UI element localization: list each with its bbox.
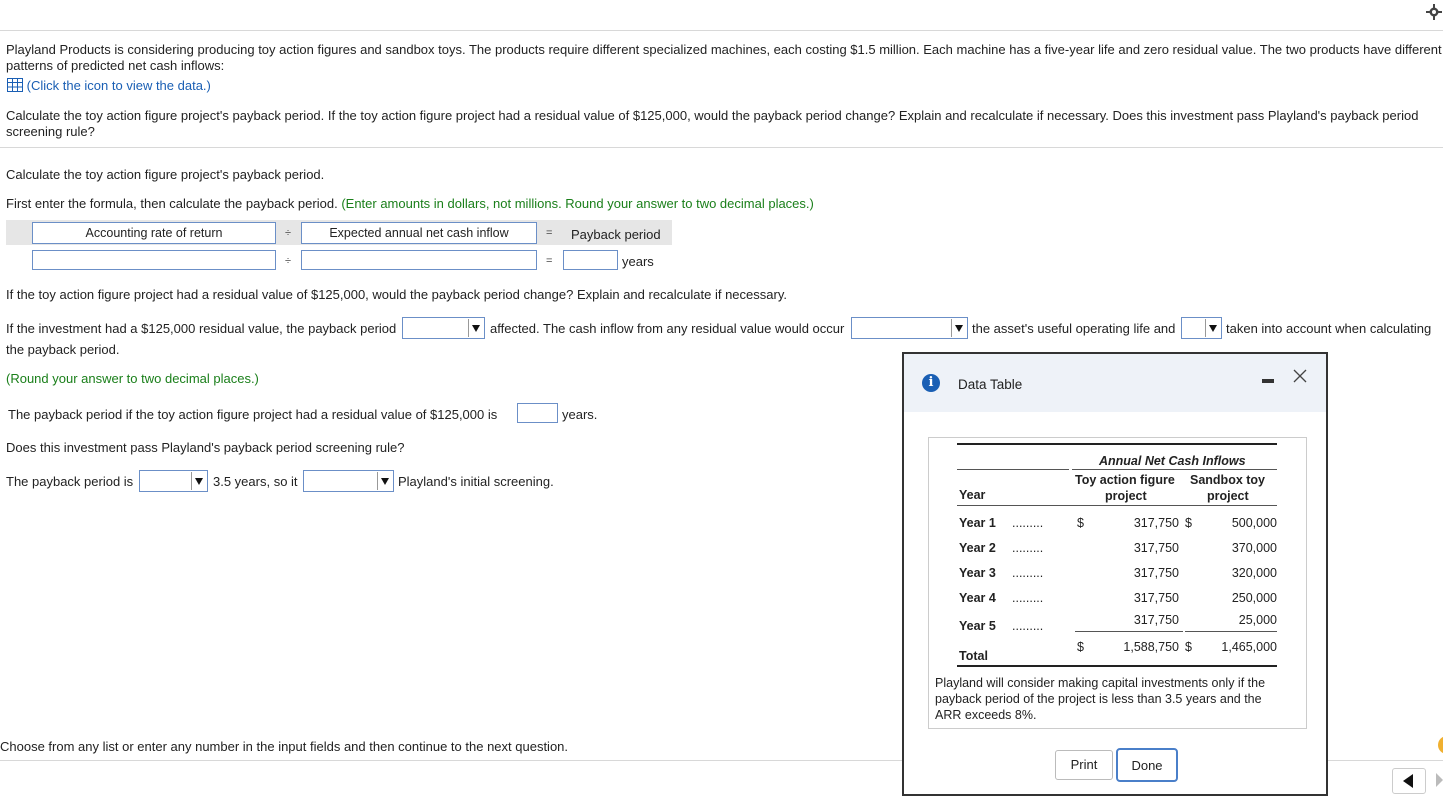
- minimize-icon[interactable]: [1262, 379, 1274, 383]
- row-toy-value: 317,750: [1133, 566, 1179, 580]
- row-toy-value: 317,750: [1133, 591, 1179, 605]
- pass-fail-dropdown[interactable]: [303, 470, 394, 492]
- chevron-down-icon: [377, 472, 392, 490]
- data-table-panel: [928, 437, 1307, 729]
- dialog-title: Data Table: [958, 377, 1023, 392]
- done-button[interactable]: Done: [1116, 748, 1178, 782]
- row-year: Year 5: [959, 619, 996, 633]
- row-dots: .........: [1012, 591, 1044, 605]
- row-sand-value: 370,000: [1231, 541, 1277, 555]
- part1-heading: Calculate the toy action figure project's payback period.: [6, 167, 325, 182]
- part2-sentence-b: affected. The cash inflow from any residual value would occur: [490, 321, 845, 336]
- total-rule-sand: [1185, 631, 1277, 632]
- part3-heading: Does this investment pass Playland's payback period screening rule?: [6, 440, 405, 455]
- settings-gear-icon[interactable]: [1426, 4, 1442, 23]
- divide-sign-2: ÷: [285, 255, 292, 267]
- round-note: (Round your answer to two decimal places.): [6, 371, 259, 386]
- top-divider: [0, 30, 1443, 31]
- total-rule-toy: [1075, 631, 1183, 632]
- part3-sentence-c: Playland's initial screening.: [398, 474, 554, 489]
- row-toy-value: 317,750: [1133, 541, 1179, 555]
- equals-sign-2: =: [546, 255, 553, 267]
- total-label: Total: [959, 649, 988, 663]
- formula-input-left[interactable]: [32, 250, 276, 270]
- residual-payback-input[interactable]: [517, 403, 558, 423]
- part2-sentence-c: the asset's useful operating life and: [972, 321, 1176, 336]
- row-toy-currency: $: [1077, 516, 1084, 530]
- part2-sentence-a: If the investment had a $125,000 residual value, the payback period: [6, 321, 397, 336]
- row-dots: .........: [1012, 619, 1044, 633]
- total-sand-value: 1,465,000: [1221, 640, 1277, 654]
- part1-instruction: First enter the formula, then calculate the payback period. (Enter amounts in dollars, not millions. Round your answer to two decimal places.): [6, 196, 814, 211]
- row-dots: .........: [1012, 566, 1044, 580]
- considered-dropdown[interactable]: [1181, 317, 1222, 339]
- part2-sentence-d: taken into account when calculating: [1226, 321, 1432, 336]
- table-grid-icon[interactable]: [7, 78, 23, 95]
- chevron-down-icon: [191, 472, 206, 490]
- chevron-down-icon: [468, 319, 483, 337]
- row-sand-value: 320,000: [1231, 566, 1277, 580]
- data-table-dialog: [902, 352, 1328, 796]
- prev-arrow-icon[interactable]: [1392, 768, 1426, 794]
- screening-note-line3: ARR exceeds 8%.: [935, 708, 1037, 722]
- screening-note-line1: Playland will consider making capital investments only if the: [935, 676, 1266, 690]
- table-bottom-rule: [957, 665, 1277, 667]
- row-dots: .........: [1012, 541, 1044, 555]
- residual-unit: years.: [562, 407, 598, 422]
- row-toy-value: 317,750: [1133, 516, 1179, 530]
- problem-intro-line1: Playland Products is considering producing toy action figures and sandbox toys. The products require different specialized machines, each costing $1.5 million. Each machine has a five-year life and zero residual value. The two products have different: [6, 42, 1442, 57]
- problem-intro-line2: patterns of predicted net cash inflows:: [6, 58, 225, 73]
- col-sand-header-1: Sandbox toy: [1190, 473, 1266, 487]
- col-sand-header-2: project: [1207, 489, 1249, 503]
- row-sand-value: 500,000: [1231, 516, 1277, 530]
- total-toy-currency: $: [1077, 640, 1084, 654]
- affected-dropdown[interactable]: [402, 317, 485, 339]
- section-divider: [0, 147, 1443, 148]
- next-arrow-icon[interactable]: [1430, 768, 1443, 794]
- question-line1: Calculate the toy action figure project's payback period. If the toy action figure project had a residual value of $125,000, would the payback period change? Explain and recalculate if necessary. Does this investment pass Playland's payback period: [6, 108, 1419, 123]
- formula-label-inflow: Expected annual net cash inflow: [301, 222, 537, 244]
- formula-label-arr: Accounting rate of return: [32, 222, 276, 244]
- col-year-header: Year: [959, 488, 986, 502]
- data-link-text[interactable]: (Click the icon to view the data.): [26, 78, 211, 93]
- payback-input[interactable]: [563, 250, 618, 270]
- info-icon: i: [922, 374, 940, 392]
- part3-sentence-a: The payback period is: [6, 474, 134, 489]
- col-toy-header-1: Toy action figure: [1075, 473, 1175, 487]
- close-icon[interactable]: [1292, 368, 1308, 387]
- part2-sentence-e: the payback period.: [6, 342, 120, 357]
- question-line2: screening rule?: [6, 124, 95, 139]
- print-button[interactable]: Print: [1055, 750, 1113, 780]
- row-sand-currency: $: [1185, 516, 1192, 530]
- row-year: Year 2: [959, 541, 996, 555]
- part3-sentence-b: 3.5 years, so it: [213, 474, 298, 489]
- residual-text: The payback period if the toy action figure project had a residual value of $125,000 is: [8, 407, 498, 422]
- footer-instruction: Choose from any list or enter any number in the input fields and then continue to the next question.: [0, 739, 569, 754]
- divide-sign: ÷: [285, 227, 292, 239]
- col-toy-header-2: project: [1105, 489, 1147, 503]
- dialog-header: [904, 354, 1326, 412]
- group-header: Annual Net Cash Inflows: [1099, 454, 1246, 468]
- total-toy-value: 1,588,750: [1123, 640, 1179, 654]
- chevron-down-icon: [1205, 319, 1220, 337]
- header-bottom-rule: [957, 505, 1277, 506]
- row-year: Year 4: [959, 591, 996, 605]
- comparison-dropdown[interactable]: [139, 470, 208, 492]
- help-bubble-icon[interactable]: [1438, 736, 1443, 754]
- years-unit: years: [622, 254, 654, 269]
- formula-input-mid[interactable]: [301, 250, 537, 270]
- total-sand-currency: $: [1185, 640, 1192, 654]
- row-toy-value: 317,750: [1133, 613, 1179, 627]
- part2-heading: If the toy action figure project had a residual value of $125,000, would the payback period change? Explain and recalculate if necessary.: [6, 287, 787, 302]
- row-sand-value: 25,000: [1238, 613, 1277, 627]
- equals-sign: =: [546, 227, 553, 239]
- chevron-down-icon: [951, 319, 966, 337]
- table-top-rule: [957, 443, 1277, 445]
- row-year: Year 1: [959, 516, 996, 530]
- data-link[interactable]: [7, 78, 211, 95]
- formula-label-payback: Payback period: [571, 227, 661, 242]
- row-dots: .........: [1012, 516, 1044, 530]
- row-year: Year 3: [959, 566, 996, 580]
- group-header-rule: [1072, 469, 1277, 470]
- row-sand-value: 250,000: [1231, 591, 1277, 605]
- screening-note-line2: payback period of the project is less than 3.5 years and the: [935, 692, 1262, 706]
- year-header-rule: [957, 469, 1069, 470]
- timing-dropdown[interactable]: [851, 317, 968, 339]
